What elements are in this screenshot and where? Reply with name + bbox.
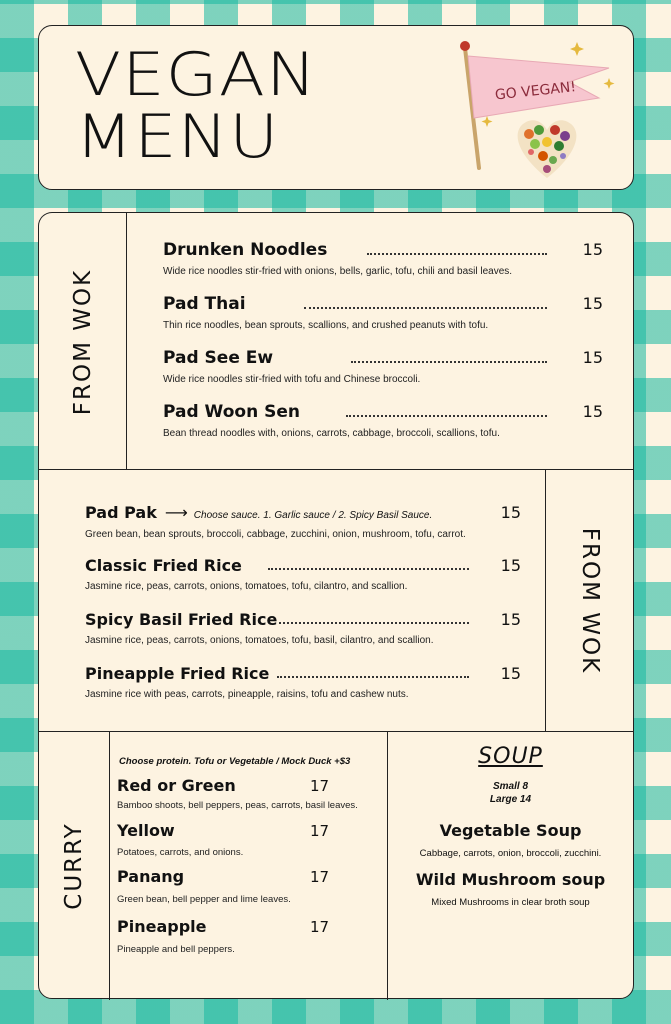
item-price: 15 xyxy=(500,610,521,629)
item-description: Potatoes, carrots, and onions. xyxy=(117,847,244,858)
menu-item xyxy=(85,664,521,700)
item-name: Red or Green xyxy=(117,776,236,795)
item-price: 15 xyxy=(500,664,521,683)
item-price: 15 xyxy=(582,402,603,421)
menu-item xyxy=(85,610,521,646)
menu-item xyxy=(85,503,521,540)
item-name: Pad Pak xyxy=(85,503,157,522)
item-price: 17 xyxy=(310,777,330,795)
soup-title: SOUP xyxy=(478,744,543,769)
go-vegan-flag-illustration xyxy=(459,38,619,186)
soup-item-description: Cabbage, carrots, onion, broccoli, zucchini. xyxy=(419,848,602,859)
from-wok-side-label-2 xyxy=(545,470,633,733)
section-title: FROM WOK xyxy=(577,527,603,675)
menu-header xyxy=(38,25,634,190)
soup-item-name: Wild Mushroom soup xyxy=(415,870,606,889)
item-description: Wide rice noodles stir-fried with tofu and Chinese broccoli. xyxy=(163,374,421,385)
title-line-2: MENU xyxy=(75,102,280,172)
soup-small-price: Small 8 xyxy=(492,781,529,792)
curry-soup-section xyxy=(38,731,634,999)
soup-large-price: Large 14 xyxy=(489,794,532,805)
item-name: Pineapple xyxy=(117,917,207,936)
curry-side-label xyxy=(39,732,110,1000)
item-name: Pad Woon Sen xyxy=(163,402,300,422)
item-price: 15 xyxy=(500,556,521,575)
menu-item xyxy=(85,556,521,592)
menu-title xyxy=(75,40,318,172)
item-name: Drunken Noodles xyxy=(163,240,328,260)
item-price: 17 xyxy=(310,918,330,936)
item-description: Bean thread noodles with, onions, carrots, cabbage, broccoli, scallions, tofu. xyxy=(163,428,500,439)
soup-item-description: Mixed Mushrooms in clear broth soup xyxy=(431,897,590,908)
item-price: 15 xyxy=(582,240,603,259)
title-line-1: VEGAN xyxy=(75,40,318,110)
menu-item xyxy=(163,294,603,331)
soup-item-name: Vegetable Soup xyxy=(439,821,582,840)
item-description: Jasmine rice, peas, carrots, onions, tomatoes, tofu, cilantro, and scallion. xyxy=(85,581,408,592)
curry-protein-note: Choose protein. Tofu or Vegetable / Mock Duck +$3 xyxy=(119,756,351,767)
item-description: Pineapple and bell peppers. xyxy=(117,944,235,955)
item-name: Yellow xyxy=(117,821,175,840)
from-wok-side-label-1 xyxy=(39,213,127,471)
menu-item xyxy=(163,240,603,277)
item-price: 15 xyxy=(500,503,521,522)
item-name: Spicy Basil Fried Rice xyxy=(85,610,278,629)
from-wok-section-1 xyxy=(38,212,634,470)
menu-item xyxy=(163,402,603,439)
menu-item xyxy=(117,821,367,858)
item-note: Choose sauce. 1. Garlic sauce / 2. Spicy Basil Sauce. xyxy=(193,510,433,521)
from-wok-section-2 xyxy=(38,469,634,732)
item-description: Green bean, bean sprouts, broccoli, cabbage, zucchini, onion, mushroom, tofu, carrot. xyxy=(85,529,466,540)
item-price: 15 xyxy=(582,348,603,367)
menu-item xyxy=(117,867,367,905)
menu-item xyxy=(117,776,367,811)
item-name: Classic Fried Rice xyxy=(85,556,242,575)
item-price: 17 xyxy=(310,868,330,886)
section-title: CURRY xyxy=(61,822,87,910)
item-description: Wide rice noodles stir-fried with onions, bells, garlic, tofu, chili and basil leaves. xyxy=(163,266,513,277)
item-name: Pad See Ew xyxy=(163,348,274,368)
item-price: 15 xyxy=(582,294,603,313)
item-price: 17 xyxy=(310,822,330,840)
arrow-right-icon: ⟶ xyxy=(164,505,188,522)
soup-column xyxy=(387,732,633,1000)
vegetable-heart-icon xyxy=(518,120,577,178)
item-name: Panang xyxy=(117,867,185,886)
item-description: Jasmine rice with peas, carrots, pineapple, raisins, tofu and cashew nuts. xyxy=(85,689,409,700)
section-title: FROM WOK xyxy=(70,268,96,416)
item-name: Pad Thai xyxy=(163,294,246,314)
item-description: Bamboo shoots, bell peppers, peas, carrots, basil leaves. xyxy=(117,800,358,811)
menu-item xyxy=(117,917,367,955)
item-name: Pineapple Fried Rice xyxy=(85,664,270,683)
item-description: Green bean, bell pepper and lime leaves. xyxy=(117,894,291,905)
flag-text: GO VEGAN! xyxy=(494,79,577,104)
item-description: Thin rice noodles, bean sprouts, scallions, and crushed peanuts with tofu. xyxy=(163,320,489,331)
menu-item xyxy=(163,348,603,385)
item-description: Jasmine rice, peas, carrots, onions, tomatoes, tofu, basil, cilantro, and scallion. xyxy=(85,635,434,646)
